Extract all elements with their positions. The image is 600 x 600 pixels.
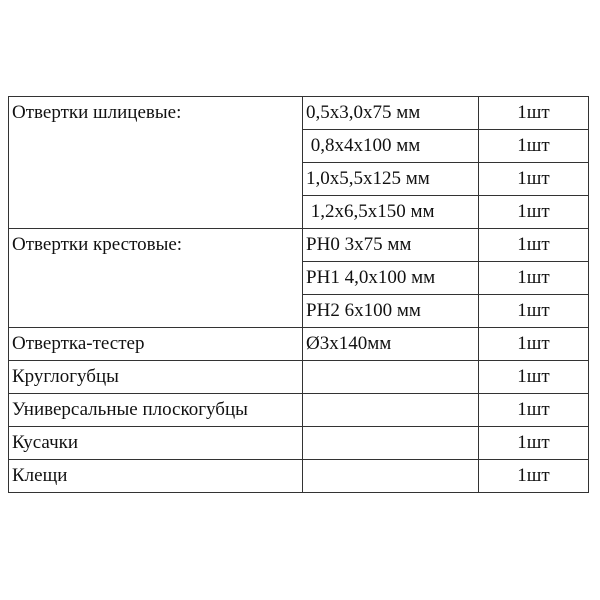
tool-qty-cell: 1шт [478,163,588,196]
tools-table [8,96,589,493]
tool-spec-cell: 0,5х3,0х75 мм [303,97,479,130]
tool-spec-cell: PH0 3х75 мм [303,229,479,262]
table-row [9,427,589,460]
tool-qty-cell: 1шт [478,229,588,262]
tool-name-cell: Универсальные плоскогубцы [9,394,303,427]
tool-spec-cell: PH2 6х100 мм [303,295,479,328]
tool-spec-cell [303,361,479,394]
tool-qty-cell: 1шт [478,97,588,130]
tool-spec-cell: 1,2х6,5х150 мм [303,196,479,229]
tool-qty-cell: 1шт [478,460,588,493]
tool-qty-cell: 1шт [478,361,588,394]
table-row [9,229,589,262]
tool-spec-cell: Ø3х140мм [303,328,479,361]
tool-name-cell: Кусачки [9,427,303,460]
tool-spec-cell [303,394,479,427]
tool-qty-cell: 1шт [478,196,588,229]
tool-spec-cell [303,427,479,460]
tool-name-cell: Круглогубцы [9,361,303,394]
tool-spec-cell: PH1 4,0х100 мм [303,262,479,295]
tool-qty-cell: 1шт [478,394,588,427]
tool-name-cell: Отвертка-тестер [9,328,303,361]
tool-qty-cell: 1шт [478,427,588,460]
tool-qty-cell: 1шт [478,295,588,328]
table-row [9,460,589,493]
tool-spec-cell: 0,8х4х100 мм [303,130,479,163]
table-row [9,328,589,361]
tool-qty-cell: 1шт [478,262,588,295]
tool-name-cell: Клещи [9,460,303,493]
table-row [9,361,589,394]
tool-qty-cell: 1шт [478,328,588,361]
tool-spec-cell [303,460,479,493]
table-row [9,97,589,130]
tool-spec-cell: 1,0х5,5х125 мм [303,163,479,196]
tool-name-cell: Отвертки крестовые: [9,229,303,328]
table-row [9,394,589,427]
tool-name-cell: Отвертки шлицевые: [9,97,303,229]
tool-qty-cell: 1шт [478,130,588,163]
